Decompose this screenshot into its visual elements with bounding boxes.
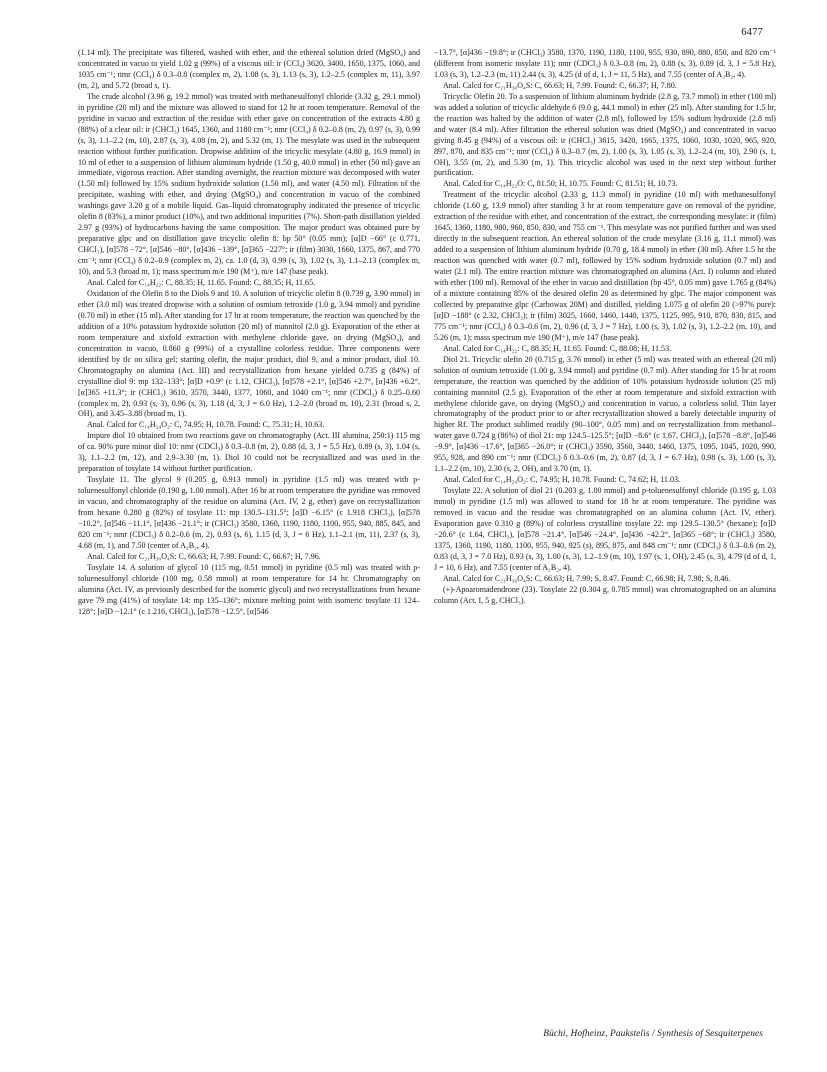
paragraph: Anal. Calcd for C₁₄H₂₂O: C, 81.50; H, 10.75. Found: C, 81.51; H, 10.73. <box>443 179 678 189</box>
paragraph: Tosylate 11. The glycol 9 (0.205 g, 0.913 mmol) in pyridine (1.5 ml) was treated with p-toluenesulfonyl chloride (0.190 g, 1.00 mmol). After 16 hr at room temperature the pyridine was removed in vacuo, and chromatography of the residue on alumina (Act. IV, 2 g, ether) gave on recrystallization from hexane 0.280 g (82%) of tosylate 11: mp 130.5–131.5°; [α]D −6.15° (c 1.918 CHCl₃), [α]578 −10.2°, [α]546 −11.1°, [α]436 −21.1°; ir (CHCl₃) 3580, 1360, 1190, 1180, 1100, 955, 940, 885, 845, and 820 cm⁻¹; nmr (CDCl₃) δ 0.2–0.6 (m, 2), 0.93 (s, 6), 1.15 (d, 3, J = 6 Hz), 1.1–2.1 (m, 11), 2.37 (s, 3), 4.68 (m, 1), and 7.50 (center of A₂B₂, 4). <box>78 475 420 550</box>
right-column <box>434 48 776 607</box>
paragraph: Anal. Calcd for C₂₁H₃₀O₄S: C, 66.63; H, 7.99. Found: C, 66.67; H, 7.96. <box>87 551 321 561</box>
paragraph: Oxidation of the Olefin 8 to the Diols 9 and 10. A solution of tricyclic olefin 8 (0.739 g, 3.90 mmol) in ether (3.0 ml) was treated dropwise with a solution of osmium tetroxide (1.0 g, 3.94 mmol) and pyridine (0.70 ml) in ether (15 ml). After standing for 17 hr at room temperature, the reaction was quenched by the addition of a 10% potassium hydroxide solution (20 ml) of mannitol (2.0 g). Evaporation of the ether at room temperature and sixfold extraction with methylene chloride gave, on drying (MgSO₄), and concentration in vacuo, 0.860 g (99%) of a crystalline colorless residue. Three components were identified by tlc on silica gel; starting olefin, the major product, diol 9, and a minor product, diol 10. Chromatography on alumina (Act. III) and recrystallization from hexane yielded 0.735 g (84%) of crystalline diol 9: mp 132–133°; [α]D +0.9° (c 1.12, CHCl₃), [α]578 +2.1°, [α]546 +2.7°, [α]436 +6.2°, [α]365 +11.3°; ir (CHCl₃) 3610, 3570, 3440, 1377, 1060, and 1040 cm⁻¹; nmr (CDCl₃) δ 0.25–0.60 (complex m, 2), 0.93 (s, 3), 0.96 (s, 3), 1.18 (d, 3, J = 6.0 Hz), 1.2–2.0 (broad m, 10), 2.31 (broad s, 2, OH), and 3.45–3.88 (broad m, 1). <box>78 288 420 419</box>
paragraph: Anal. Calcd for C₂₁H₃₀O₄S: C, 66.63; H, 7.99. Found: C, 66.37; H, 7.80. <box>443 80 677 90</box>
paragraph: Anal. Calcd for C₁₄H₂₄O₂: C, 74.95; H, 10.78. Found: C, 74.62; H, 11.03. <box>443 475 681 485</box>
paragraph: −13.7°, [α]436 −19.8°; ir (CHCl₃) 3580, 1370, 1190, 1180, 1100, 955, 930, 890, 880, 850, and 820 cm⁻¹ (different from isomeric tosylate 11); nmr (CDCl₃) δ 0.3–0.8 (m, 2), 0.88 (s, 3), 0.89 (d, 3, J = 5.8 Hz), 1.03 (s, 3), 1.2–2.3 (m, 11) 2.44 (s, 3), 4.25 (d of d, 1, J = 11, 5 Hz), and 7.55 (center of A₂B₂, 4). <box>434 48 776 79</box>
paragraph: Treatment of the tricyclic alcohol (2.33 g, 11.3 mmol) in pyridine (10 ml) with methanesulfonyl chloride (1.60 g, 13.9 mmol) after standing 3 hr at room temperature gave on removal of the pyridine, extraction of the residue with ether, and concentration of the extract, the corresponding mesylate: ir (film) 1645, 1360, 1180, 980, 960, 850, 830, and 755 cm⁻¹. This mesylate was not purified further and was used directly in the subsequent reaction. An ethereal solution of the crude mesylate (3.16 g, 11.1 mmol) was added to a suspension of lithium aluminum hydride (0.70 g, 18.4 mmol) in ether (30 ml). After 1.5 hr the reaction was quenched with water (0.7 ml), followed by 15% sodium hydroxide solution (0.7 ml) and water (2.1 ml). The entire reaction mixture was chromatographed on alumina (Act. I) column and eluted with ether (100 ml). Removal of the ether in vacuo and distillation (bp 45°, 0.05 mm) gave 1.765 g (84%) of a mixture containing 85% of the desired olefin 20 as determined by glpc. The major component was collected by preparative glpc (Carbowax 20M) and distilled, yielding 1.075 g of olefin 20 (>97% pure): [α]D −188° (c 2.32, CHCl₃); ir (film) 3025, 1660, 1460, 1440, 1375, 1125, 995, 910, 870, 830, 815, and 775 cm⁻¹; nmr (CCl₄) δ 0.3–0.6 (m, 2), 0.96 (d, 3, J = 7 Hz), 1.00 (s, 3), 1.02 (s, 3), 1.2–2.2 (m, 10), and 5.26 (m, 1); mass spectrum m/e 190 (M⁺), m/e 147 (base peak). <box>434 190 776 342</box>
paragraph: Diol 21. Tricyclic olefin 20 (0.715 g, 3.76 mmol) in ether (5 ml) was treated with an ethereal (20 ml) solution of osmium tetroxide (1.00 g, 3.94 mmol) and pyridine (0.7 ml). After standing for 15 hr at room temperature, the reaction was quenched by the addition of 10% potassium hydroxide solution (25 ml) containing mannitol (2.5 g). Evaporation of the ether at room temperature and sixfold extraction with methylene chloride gave, on drying (MgSO₄) and concentration in vacuo, a colorless solid. Thin layer chromatography of the product prior to or after recrystallization showed a barely detectable impurity of higher Rf. The product sublimed readily (90–100°, 0.05 mm) and on recrystallization from methanol–water gave 0.724 g (86%) of diol 21: mp 124.5–125.5°; [α]D −8.6° (c 1.67, CHCl₃), [α]578 −8.8°, [α]546 −9.9°, [α]436 −17.6°, [α]365 −26.0°; ir (CHCl₃) 3590, 3560, 3440, 1460, 1375, 1095, 1045, 1020, 990, 955, 928, and 890 cm⁻¹; nmr (CDCl₃) δ 0.3–0.6 (m, 2), 0.87 (d, 3, J = 6.7 Hz), 0.98 (s, 3), 1.00 (s, 3), 1.1–2.2 (m, 10), 2.30 (s, 2, OH), and 3.70 (m, 1). <box>434 354 776 474</box>
paragraph: (1.14 ml). The precipitate was filtered, washed with ether, and the ethereal solution dried (MgSO₄) and concentrated in vacuo to yield 1.02 g (99%) of a viscous oil: ir (CCl₄) 3620, 3400, 1650, 1375, 1060, and 1035 cm⁻¹; nmr (CCl₄) δ 0.3–0.8 (complex m, 2), 1.08 (s, 3), 1.13 (s, 3), 1.2–2.5 (complex m, 11), 3.97 (m, 2), and 5.72 (broad s, 1). <box>78 48 420 90</box>
paragraph: Tosylate 14. A solution of glycol 10 (115 mg, 0.51 mmol) in pyridine (0.5 ml) was treated with p-toluenesulfonyl chloride (100 mg, 0.58 mmol) at room temperature for 14 hr. Chromatography on alumina (Act. IV, as previously described for the isomeric glycol) and two recrystallizations from hexane gave 79 mg (41%) of tosylate 14: mp 135–136°; mixture melting point with isomeric tosylate 11 124–128°; [α]D −12.1° (c 1.216, CHCl₃), [α]578 −12.5°, [α]546 <box>78 562 420 616</box>
paragraph: Anal. Calcd for C₁₄H₂₂: C, 88.35; H, 11.65. Found: C, 88.35; H, 11.65. <box>87 278 316 288</box>
page-number: 6477 <box>741 27 763 38</box>
paragraph: (+)-Apoaromadendrone (23). Tosylate 22 (0.304 g, 0.785 mmol) was chromatographed on an alumina column (Act. I, 5 g, CHCl₃). <box>434 584 776 605</box>
paragraph: Tricyclic Olefin 20. To a suspension of lithium aluminum hydride (2.8 g, 73.7 mmol) in ether (100 ml) was added a solution of tricyclic aldehyde 6 (9.0 g, 44.1 mmol) in ether (25 ml). After standing for 1.5 hr, the reaction was halted by the addition of water (2.8 ml), followed by 15% sodium hydroxide (2.8 ml) and water (8.4 ml). After filtration the ethereal solution was dried (MgSO₄) and concentrated in vacuo giving 8.45 g (94%) of a viscous oil: ir (CHCl₃) 3615, 3420, 1665, 1375, 1060, 1030, 1020, 965, 920, 897, 870, and 835 cm⁻¹; nmr (CCl₄) δ 0.3–0.7 (m, 2), 1.00 (s, 3), 1.05 (s, 3), 1.2–2.4 (m, 10), 2.90 (s, 1, OH), 3.55 (m, 2), and 5.30 (m, 1). This tricyclic alcohol was used in the next step without further purification. <box>434 91 776 178</box>
paragraph: Tosylate 22. A solution of diol 21 (0.203 g, 1.00 mmol) and p-toluenesulfonyl chloride (0.195 g, 1.03 mmol) in pyridine (1.5 ml) was allowed to stand for 18 hr at room temperature. The pyridine was removed in vacuo and the residue was chromatographed on an alumina column (Act. IV, ether). Evaporation gave 0.310 g (89%) of colorless crystalline tosylate 22: mp 129.5–130.5° (hexane); [α]D −20.6° (c 1.64, CHCl₃), [α]578 −21.4°, [α]546 −24.4°, [α]436 −42.2°, [α]365 −68°; ir (CHCl₃) 3580, 1375, 1360, 1190, 1180, 1100, 955, 940, 925 (s), 895, 875, and 848 cm⁻¹; nmr (CDCl₃) δ 0.3–0.6 (m 2), 0.83 (d, 3, J = 7.0 Hz), 0.93 (s, 3), 1.00 (s, 3), 1.2–1.9 (m, 10), 1.97 (s, 1, OH), 2.45 (s, 3), 4.79 (d of d, 1, J = 10, 6 Hz), and 7.55 (center of A₂B₂, 4). <box>434 486 776 572</box>
left-column <box>78 48 420 618</box>
paragraph: Anal. Calcd for C₂₁H₃₀O₄S: C, 66.63; H, 7.99; S, 8.47. Found: C, 66.98; H, 7.98; S, 8.46. <box>443 573 731 583</box>
paragraph: Impure diol 10 obtained from two reactions gave on chromatography (Act. III alumina, 250:1) 115 mg of ca. 90% pure minor diol 10: nmr (CDCl₃) δ 0.3–0.8 (m, 2), 0.88 (d, 3, J = 5.5 Hz), 0.89 (s, 3), 1.04 (s, 3), 1.1–2.2 (m, 12), and 2.9–3.30 (m, 1). Diol 10 could not be recrystallized and was used in the preparation of tosylate 14 without further purification. <box>78 431 420 474</box>
paragraph: Anal. Calcd for C₁₄H₂₄O₂: C, 74.95; H, 10.78. Found: C, 75.31; H, 10.63. <box>87 420 325 430</box>
running-footer: Büchi, Hofheinz, Paukstelis / Synthesis of Sesquiterpenes <box>543 1029 763 1039</box>
paragraph: Anal. Calcd for C₁₄H₂₂: C, 88.35; H, 11.65. Found: C, 88.08; H, 11.53. <box>443 343 672 353</box>
paragraph: The crude alcohol (3.96 g, 19.2 mmol) was treated with methanesulfonyl chloride (3.32 g, 29.1 mmol) in pyridine (20 ml) and the mixture was allowed to stand for 12 hr at room temperature. Removal of the pyridine in vacuo and extraction of the residue with ether gave on concentration of the extracts 4.80 g (88%) of a clear oil: ir (CHCl₃) 1645, 1360, and 1180 cm⁻¹; nmr (CCl₄) δ 0.2–0.8 (m, 2), 0.97 (s, 3), 0.99 (s, 3), 1.1–2.2 (m, 10), 2.87 (s, 3), 4.08 (m, 2), and 5.32 (m, 1). The mesylate was used in the subsequent reaction without further purification. Dropwise addition of the tricyclic mesylate (4.80 g, 16.9 mmol) in 10 ml of ether to a suspension of lithium aluminum hydride (1.50 g, 40.0 mmol) in ether (50 ml) gave an immediate, vigorous reaction. After standing overnight, the reaction mixture was decomposed with water (1.50 ml) followed by 15% sodium hydroxide solution (1.50 ml), and water (4.50 ml). Filtration of the precipitate, washing with ether, and drying (MgSO₄) and concentration in vacuo of the combined washings gave 3.20 g of a mobile liquid. Gas–liquid chromatography indicated the presence of tricyclic olefin 8 (83%), a minor product (10%), and two additional impurities (7%). Short-path distillation yielded 2.97 g (93%) of hydrocarbons having the same composition. The major product was obtained pure by preparative glpc and on distillation gave tricyclic olefin 8: bp 50° (0.05 mm); [α]D −66° (c 0.771, CHCl₃), [α]578 −72°, [α]546 −80°, [α]436 −139°, [α]365 −227°; ir (film) 3030, 1660, 1375, 867, and 770 cm⁻¹; nmr (CCl₄) δ 0.2–0.9 (complex m, 2), ca. 1.0 (d, 3), 0.99 (s, 3), 1.02 (s, 3), 1.1–2.13 (complex m, 10), and 5.3 (broad m, 1); mass spectrum m/e 190 (M⁺), m/e 147 (base peak). <box>78 91 420 277</box>
